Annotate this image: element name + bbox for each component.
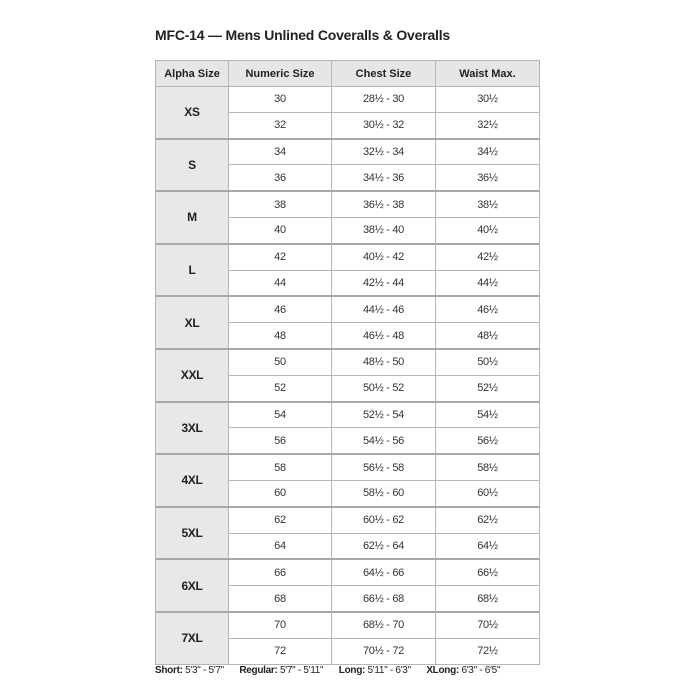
chest-size-cell: 68½ - 70: [332, 612, 436, 638]
table-row: [156, 612, 540, 638]
waist-max-cell: 52½: [436, 375, 540, 401]
numeric-size-cell: 60: [229, 480, 332, 506]
chest-size-cell: 32½ - 34: [332, 139, 436, 165]
size-chart-table: [155, 60, 540, 665]
alpha-size-cell: 3XL: [156, 402, 229, 455]
chest-size-cell: 66½ - 68: [332, 586, 436, 612]
waist-max-cell: 66½: [436, 559, 540, 585]
waist-max-cell: 50½: [436, 349, 540, 375]
table-row: [156, 559, 540, 585]
numeric-size-cell: 66: [229, 559, 332, 585]
header-numeric-size: Numeric Size: [229, 61, 332, 87]
numeric-size-cell: 48: [229, 323, 332, 349]
header-alpha-size: Alpha Size: [156, 61, 229, 87]
chest-size-cell: 54½ - 56: [332, 428, 436, 454]
numeric-size-cell: 30: [229, 87, 332, 113]
chest-size-cell: 50½ - 52: [332, 375, 436, 401]
chest-size-cell: 56½ - 58: [332, 454, 436, 480]
legend-short: Short: 5'3" - 5'7": [155, 665, 224, 676]
chest-size-cell: 38½ - 40: [332, 217, 436, 243]
table-row: [156, 87, 540, 113]
numeric-size-cell: 70: [229, 612, 332, 638]
chest-size-cell: 62½ - 64: [332, 533, 436, 559]
waist-max-cell: 62½: [436, 507, 540, 533]
chest-size-cell: 40½ - 42: [332, 244, 436, 270]
alpha-size-cell: XL: [156, 296, 229, 349]
numeric-size-cell: 56: [229, 428, 332, 454]
waist-max-cell: 54½: [436, 402, 540, 428]
waist-max-cell: 58½: [436, 454, 540, 480]
numeric-size-cell: 44: [229, 270, 332, 296]
chest-size-cell: 70½ - 72: [332, 638, 436, 664]
alpha-size-cell: L: [156, 244, 229, 297]
numeric-size-cell: 72: [229, 638, 332, 664]
legend-xlong: XLong: 6'3" - 6'5": [426, 665, 501, 676]
alpha-size-cell: 7XL: [156, 612, 229, 664]
numeric-size-cell: 54: [229, 402, 332, 428]
size-table-body: [156, 87, 540, 665]
chest-size-cell: 42½ - 44: [332, 270, 436, 296]
alpha-size-cell: 4XL: [156, 454, 229, 507]
waist-max-cell: 36½: [436, 165, 540, 191]
chest-size-cell: 52½ - 54: [332, 402, 436, 428]
header-chest-size: Chest Size: [332, 61, 436, 87]
waist-max-cell: 40½: [436, 217, 540, 243]
waist-max-cell: 56½: [436, 428, 540, 454]
chest-size-cell: 34½ - 36: [332, 165, 436, 191]
chest-size-cell: 48½ - 50: [332, 349, 436, 375]
chest-size-cell: 36½ - 38: [332, 191, 436, 217]
numeric-size-cell: 68: [229, 586, 332, 612]
alpha-size-cell: XXL: [156, 349, 229, 402]
chest-size-cell: 60½ - 62: [332, 507, 436, 533]
table-row: [156, 507, 540, 533]
alpha-size-cell: M: [156, 191, 229, 244]
chest-size-cell: 28½ - 30: [332, 87, 436, 113]
waist-max-cell: 42½: [436, 244, 540, 270]
header-waist-max: Waist Max.: [436, 61, 540, 87]
waist-max-cell: 30½: [436, 87, 540, 113]
chest-size-cell: 64½ - 66: [332, 559, 436, 585]
numeric-size-cell: 58: [229, 454, 332, 480]
table-row: [156, 244, 540, 270]
alpha-size-cell: S: [156, 139, 229, 192]
chest-size-cell: 30½ - 32: [332, 112, 436, 138]
waist-max-cell: 32½: [436, 112, 540, 138]
waist-max-cell: 44½: [436, 270, 540, 296]
alpha-size-cell: XS: [156, 87, 229, 139]
table-header-row: [156, 61, 540, 87]
waist-max-cell: 34½: [436, 139, 540, 165]
numeric-size-cell: 64: [229, 533, 332, 559]
waist-max-cell: 38½: [436, 191, 540, 217]
waist-max-cell: 64½: [436, 533, 540, 559]
table-row: [156, 191, 540, 217]
waist-max-cell: 46½: [436, 296, 540, 322]
table-row: [156, 349, 540, 375]
alpha-size-cell: 6XL: [156, 559, 229, 612]
table-row: [156, 402, 540, 428]
chest-size-cell: 58½ - 60: [332, 480, 436, 506]
waist-max-cell: 70½: [436, 612, 540, 638]
numeric-size-cell: 52: [229, 375, 332, 401]
numeric-size-cell: 36: [229, 165, 332, 191]
numeric-size-cell: 42: [229, 244, 332, 270]
inseam-legend: [155, 665, 513, 676]
table-row: [156, 296, 540, 322]
table-row: [156, 454, 540, 480]
numeric-size-cell: 34: [229, 139, 332, 165]
alpha-size-cell: 5XL: [156, 507, 229, 560]
table-row: [156, 139, 540, 165]
waist-max-cell: 48½: [436, 323, 540, 349]
numeric-size-cell: 38: [229, 191, 332, 217]
numeric-size-cell: 50: [229, 349, 332, 375]
waist-max-cell: 60½: [436, 480, 540, 506]
chest-size-cell: 46½ - 48: [332, 323, 436, 349]
numeric-size-cell: 32: [229, 112, 332, 138]
legend-long: Long: 5'11" - 6'3": [338, 665, 411, 676]
legend-regular: Regular: 5'7" - 5'11": [239, 665, 324, 676]
waist-max-cell: 68½: [436, 586, 540, 612]
chest-size-cell: 44½ - 46: [332, 296, 436, 322]
page-title: MFC-14 — Mens Unlined Coveralls & Overalls: [155, 27, 451, 43]
numeric-size-cell: 40: [229, 217, 332, 243]
numeric-size-cell: 46: [229, 296, 332, 322]
numeric-size-cell: 62: [229, 507, 332, 533]
waist-max-cell: 72½: [436, 638, 540, 664]
